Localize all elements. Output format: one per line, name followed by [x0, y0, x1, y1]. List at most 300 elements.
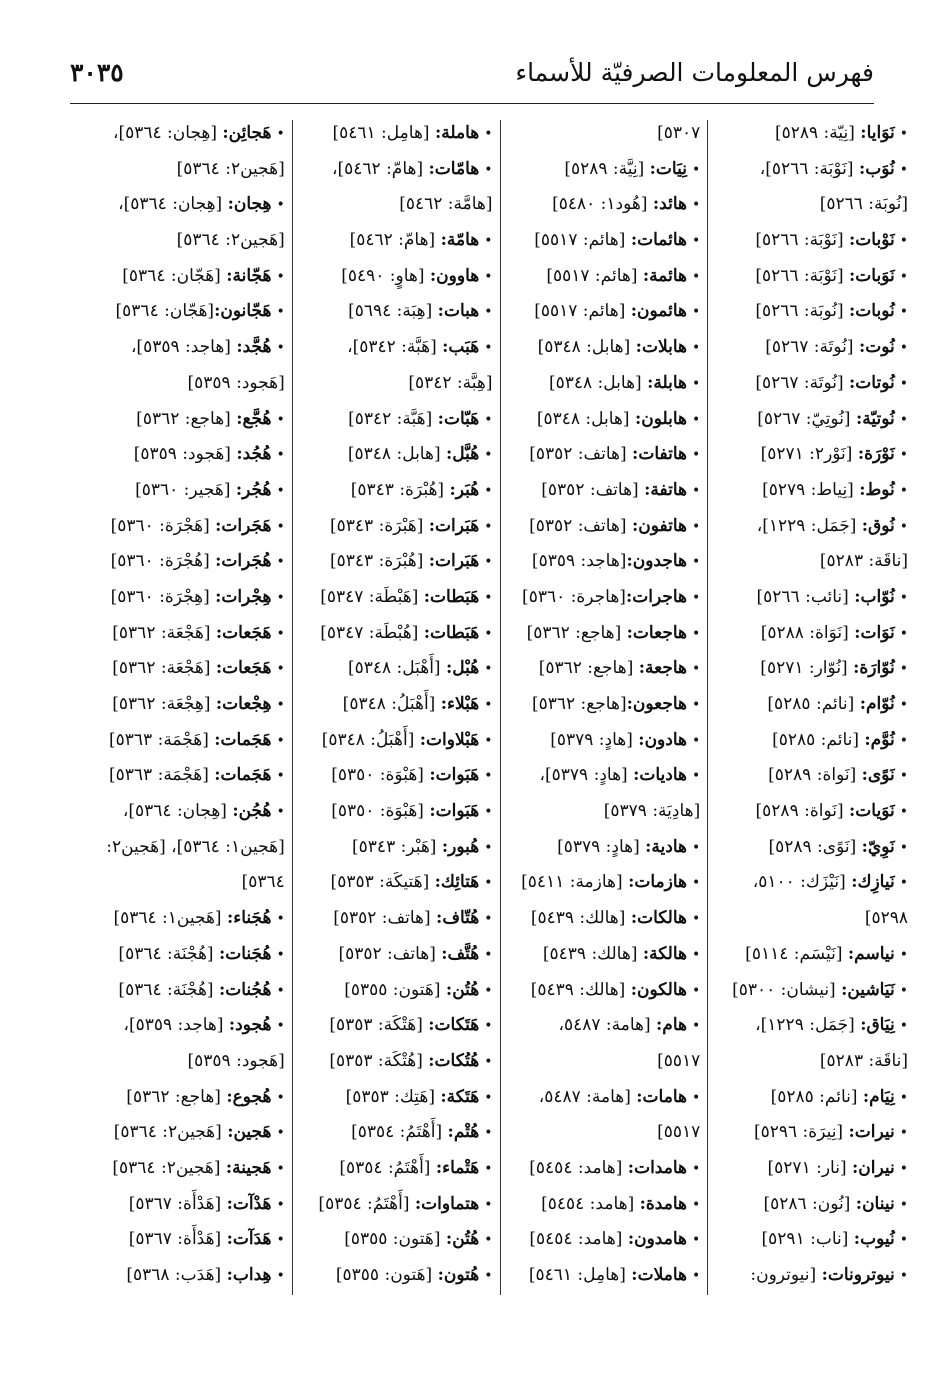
entry-reference: [هالك: ٥٤٣٩] [530, 979, 631, 1000]
entry-reference: [جَمَل: ١٢٢٩]، [755, 1015, 861, 1036]
index-entry [715, 937, 908, 973]
entry-headword: نَوَايا: [860, 123, 895, 143]
entry-headword: هابلة: [647, 372, 687, 393]
bullet-icon: • [484, 839, 493, 856]
bullet-icon: • [899, 732, 908, 749]
entry-headword: هامدون: [627, 1229, 687, 1250]
index-entry [300, 259, 493, 295]
bullet-icon: • [276, 1232, 285, 1249]
entry-headword: هَبَوات: [429, 765, 480, 786]
entry-headword: هَبَوات: [429, 801, 480, 822]
index-entry [92, 580, 285, 616]
index-entry-continuation [92, 366, 285, 402]
entry-headword: هَدْآت: [226, 1193, 272, 1214]
entry-reference: [هاجع: ٥٣٦٢] [126, 1086, 227, 1107]
entry-headword: هَدَآت: [226, 1229, 272, 1250]
entry-headword: نِيَاق: [860, 1015, 895, 1036]
entry-headword: نَيَاشين: [841, 979, 895, 1000]
bullet-icon: • [691, 197, 701, 214]
index-entry [508, 1258, 701, 1294]
entry-reference: [هَجْعَة: ٥٣٦٢] [112, 658, 216, 679]
index-entry-continuation [715, 901, 908, 937]
index-entry [508, 580, 701, 616]
entry-reference: [نيوترون: [750, 1265, 822, 1285]
entry-headword: نُوّارَة: [853, 658, 895, 679]
entry-headword: نُوّام: [859, 694, 895, 714]
index-entry [300, 1187, 493, 1223]
entry-reference: [هامد: ٥٤٥٤] [529, 1229, 628, 1250]
entry-reference: [هُبْرَة: ٥٣٤٣] [350, 479, 450, 500]
bullet-icon: • [484, 1089, 493, 1106]
entry-headword: هامّة: [440, 230, 480, 251]
entry-reference: [هَجين١: ٥٣٦٤]، [هَجين٢: [106, 836, 285, 857]
entry-headword: هامّات: [428, 158, 480, 179]
entry-reference: [هاجد: ٥٣٥٩]، [123, 1015, 229, 1036]
index-entry [300, 937, 493, 973]
bullet-icon: • [276, 268, 285, 285]
bullet-icon: • [691, 1232, 701, 1249]
entry-reference: [هِبَّة: ٥٣٤٢] [408, 372, 493, 393]
entry-reference: [جَمَل: ١٢٢٩]، [756, 515, 862, 536]
entry-reference: [هائم: ٥٥١٧] [546, 265, 643, 286]
bullet-icon: • [899, 411, 908, 428]
bullet-icon: • [484, 625, 493, 642]
bullet-icon: • [276, 447, 285, 464]
entry-headword: نيرات: [848, 1122, 895, 1143]
entry-reference: [هامة: ٥٤٨٧، [558, 1015, 657, 1036]
index-entry [508, 723, 701, 759]
index-entry [300, 473, 493, 509]
index-entry [508, 187, 701, 223]
bullet-icon: • [276, 982, 285, 999]
entry-reference: [هابل: ٥٣٤٨] [548, 372, 648, 393]
index-entry [715, 1222, 908, 1258]
entry-headword: هَجَمات: [214, 729, 272, 750]
entry-reference: ٥٣٠٧] [657, 123, 701, 143]
index-entry [92, 794, 285, 830]
bullet-icon: • [276, 661, 285, 678]
entry-reference: [نُوتَة: ٥٢٦٧] [765, 337, 859, 358]
entry-reference: [هُجْرَة: ٥٣٦٠] [110, 551, 216, 572]
entry-headword: هَتْماء: [435, 1157, 480, 1178]
bullet-icon: • [691, 375, 701, 392]
entry-headword: هاجعة: [638, 658, 687, 679]
index-entry [715, 1115, 908, 1151]
entry-reference: [نَوًى: ٥٢٨٩] [768, 836, 862, 857]
entry-headword: نُوق: [861, 515, 895, 536]
running-title: فهرس المعلومات الصرفيّة للأسماء [515, 58, 874, 87]
entry-headword: هَجائِن: [222, 123, 272, 143]
index-entry [300, 509, 493, 545]
entry-reference: [هَتون: ٥٣٥٥] [344, 1229, 446, 1250]
bullet-icon: • [899, 482, 908, 499]
entry-reference: [هاجع: ٥٣٦٢] [538, 658, 639, 679]
entry-headword: هادون: [638, 729, 687, 750]
index-entry [92, 651, 285, 687]
index-entry [300, 687, 493, 723]
index-entry [715, 1008, 908, 1044]
index-entry [300, 616, 493, 652]
entry-headword: هازمات: [628, 872, 687, 893]
entry-headword: هامات: [636, 1086, 687, 1107]
bullet-icon: • [276, 126, 285, 142]
bullet-icon: • [484, 768, 493, 785]
bullet-icon: • [276, 1018, 285, 1035]
entry-reference: [هاتف: ٥٣٥٢] [529, 515, 632, 536]
bullet-icon: • [484, 1018, 493, 1035]
bullet-icon: • [276, 304, 285, 321]
entry-reference: [هَتون: ٥٣٥٥] [335, 1265, 438, 1285]
entry-headword: نَوْبات: [849, 230, 895, 251]
entry-reference: [هَدْأَة: ٥٣٦٧] [128, 1229, 227, 1250]
entry-reference: [هَبْوَة: ٥٣٥٠] [331, 765, 430, 786]
entry-reference: [هَدْأَة: ٥٣٦٧] [128, 1193, 227, 1214]
entry-reference: [ناب: ٥٢٩١] [761, 1229, 854, 1250]
entry-reference: [هَجود: ٥٣٥٩] [187, 1050, 285, 1071]
entry-headword: هُتّاف: [436, 908, 480, 929]
entry-reference: [أَهْتَمُ: ٥٣٥٤] [351, 1122, 448, 1143]
index-entry [715, 830, 908, 866]
entry-headword: نُيوب: [853, 1229, 895, 1250]
bullet-icon: • [276, 625, 285, 642]
entry-headword: هُجَرات: [215, 551, 272, 572]
index-entry [508, 1187, 701, 1223]
entry-headword: هاتفون: [631, 515, 687, 536]
index-column-3 [293, 116, 500, 1296]
index-entry [715, 687, 908, 723]
entry-reference: [هَبْطَة: ٥٣٤٧] [320, 586, 424, 607]
bullet-icon: • [899, 126, 908, 142]
bullet-icon: • [276, 518, 285, 535]
bullet-icon: • [484, 447, 493, 464]
index-entry [715, 259, 908, 295]
entry-headword: هابلات: [635, 337, 687, 358]
bullet-icon: • [899, 982, 908, 999]
bullet-icon: • [691, 589, 701, 606]
bullet-icon: • [484, 518, 493, 535]
entry-reference: [هاتف: ٥٣٥٢] [338, 943, 442, 964]
entry-reference: [نُوبَة: ٥٢٦٦] [819, 194, 908, 215]
entry-reference: [هُبْطَة: ٥٣٤٧] [320, 622, 424, 643]
entry-headword: هِجْعات: [215, 694, 272, 714]
bullet-icon: • [691, 1018, 701, 1035]
bullet-icon: • [899, 661, 908, 678]
entry-reference: [هَجّان: ٥٣٦٤] [122, 265, 227, 286]
index-entry [92, 616, 285, 652]
entry-headword: هَجين: [227, 1122, 272, 1143]
entry-headword: هُجَناء: [226, 908, 272, 929]
index-entry [508, 259, 701, 295]
entry-reference: [هامّ: ٥٤٦٢] [349, 230, 441, 251]
entry-headword: هِداب: [226, 1265, 272, 1285]
bullet-icon: • [691, 411, 701, 428]
index-entry-continuation [92, 865, 285, 901]
index-entry [300, 1008, 493, 1044]
bullet-icon: • [484, 732, 493, 749]
entry-headword: نِيَام: [862, 1086, 895, 1107]
index-entry [715, 1080, 908, 1116]
bullet-icon: • [484, 340, 493, 357]
entry-reference: [هَجود: ٥٣٥٩] [187, 372, 285, 393]
entry-headword: هَبّات: [437, 408, 480, 429]
bullet-icon: • [899, 804, 908, 821]
bullet-icon: • [691, 447, 701, 464]
entry-headword: هَجَمات: [214, 765, 272, 786]
bullet-icon: • [484, 982, 493, 999]
entry-reference: [نائم: ٥٢٨٥] [772, 729, 865, 750]
index-entry [92, 901, 285, 937]
bullet-icon: • [484, 697, 493, 713]
entry-headword: هَجّانون: [214, 301, 272, 322]
index-entry [300, 865, 493, 901]
entry-headword: نُوتيّة: [855, 408, 895, 429]
index-entry [508, 152, 701, 188]
entry-headword: هُجُنات: [218, 979, 272, 1000]
index-entry [508, 366, 701, 402]
entry-reference: [هالك: ٥٤٣٩] [542, 943, 643, 964]
entry-reference: [هاتف: ٥٣٥٢] [529, 444, 633, 465]
entry-reference: [نَيْسَم: ٥١١٤] [745, 943, 848, 964]
entry-headword: هُتون: [437, 1265, 480, 1285]
entry-reference: [هَبْوَة: ٥٣٥٠] [331, 801, 430, 822]
entry-headword: نياسم: [847, 943, 895, 964]
entry-headword: هاملة: [434, 123, 480, 143]
index-entry [715, 1258, 908, 1294]
entry-reference: [هامّ: ٥٤٦٢]، [332, 158, 429, 179]
index-entry [508, 544, 701, 580]
entry-reference: [هَجين٢: ٥٣٦٤] [113, 1122, 228, 1143]
bullet-icon: • [691, 340, 701, 357]
index-entry [300, 1222, 493, 1258]
entry-headword: هالكات: [630, 908, 687, 929]
entry-headword: هَتَكة: [440, 1086, 480, 1107]
entry-headword: هِجان: [227, 194, 272, 215]
entry-reference: [أَهْبَلُ: ٥٣٤٨] [321, 729, 420, 750]
entry-reference: [هادٍ: ٥٣٧٩] [557, 836, 646, 857]
bullet-icon: • [691, 518, 701, 535]
entry-headword: نَوًى: [861, 765, 895, 786]
index-entry [715, 330, 908, 366]
index-entry [508, 865, 701, 901]
bullet-icon: • [899, 768, 908, 785]
bullet-icon: • [276, 1196, 285, 1213]
entry-headword: نيوترونات: [821, 1265, 895, 1285]
entry-headword: هالكون: [630, 979, 687, 1000]
entry-headword: هُتَّف: [441, 943, 480, 964]
entry-headword: هُبَّل: [445, 444, 480, 465]
entry-reference: [نَوْبَة: ٥٢٦٦] [755, 265, 850, 286]
index-entry [715, 294, 908, 330]
bullet-icon: • [899, 518, 908, 535]
entry-headword: هُجُد: [236, 444, 272, 465]
index-entry [508, 937, 701, 973]
entry-reference: ٥٣٦٤] [241, 872, 285, 893]
index-entry [300, 330, 493, 366]
entry-reference: [أَهْبَلُ: ٥٣٤٨] [342, 694, 441, 714]
bullet-icon: • [899, 946, 908, 963]
entry-headword: هاجرات: [625, 586, 687, 607]
entry-reference: [هَتيكَة: ٥٣٥٣] [330, 872, 435, 893]
entry-reference: [هابل: ٥٣٤٨] [347, 444, 446, 465]
bullet-icon: • [899, 1268, 908, 1284]
index-entry [715, 723, 908, 759]
index-entry-continuation [300, 366, 493, 402]
index-entry [92, 1151, 285, 1187]
bullet-icon: • [276, 411, 285, 428]
index-entry [92, 437, 285, 473]
entry-reference: [هاتف: ٥٣٥٢] [333, 908, 437, 929]
entry-reference: [هادٍ: ٥٣٧٩]، [539, 765, 634, 786]
index-entry [92, 1080, 285, 1116]
index-entry [300, 116, 493, 152]
index-column-4 [85, 116, 292, 1296]
entry-headword: هتماوات: [414, 1193, 480, 1214]
entry-reference: [هاجع: ٥٣٦٢] [531, 694, 627, 714]
index-entry [508, 1151, 701, 1187]
bullet-icon: • [899, 1125, 908, 1142]
index-entry-continuation [92, 152, 285, 188]
entry-headword: هَبَطات: [423, 622, 480, 643]
index-entry [92, 402, 285, 438]
index-entry [508, 1080, 701, 1116]
entry-headword: هائمات: [630, 230, 687, 251]
entry-reference: [هائم: ٥٥١٧] [534, 230, 631, 251]
bullet-icon: • [691, 946, 701, 963]
entry-reference: [هَتِك: ٥٣٥٣] [345, 1086, 441, 1107]
entry-headword: هَبْلاء: [440, 694, 480, 714]
index-entry [508, 509, 701, 545]
bullet-icon: • [899, 839, 908, 856]
entry-reference: [هِجان: ٥٣٦٤]، [122, 801, 233, 822]
bullet-icon: • [276, 197, 285, 214]
bullet-icon: • [691, 482, 701, 499]
bullet-icon: • [899, 1196, 908, 1213]
entry-reference: [هابل: ٥٣٤٨] [537, 337, 636, 358]
index-column-2 [501, 116, 708, 1296]
entry-headword: هَجَعات: [215, 622, 272, 643]
bullet-icon: • [691, 732, 701, 749]
bullet-icon: • [484, 911, 493, 928]
entry-headword: هائد: [652, 194, 687, 215]
bullet-icon: • [484, 411, 493, 428]
bullet-icon: • [691, 768, 701, 785]
bullet-icon: • [276, 554, 285, 571]
entry-reference: [هَجود: ٥٣٥٩] [133, 444, 237, 465]
entry-reference: [هَبْرَة: ٥٣٤٣] [330, 515, 429, 536]
entry-headword: هَتَكات: [428, 1015, 480, 1036]
index-entry [715, 223, 908, 259]
bullet-icon: • [899, 625, 908, 642]
index-entry [508, 901, 701, 937]
index-entry [715, 794, 908, 830]
entry-reference: ٥٥١٧] [657, 1122, 701, 1143]
entry-headword: هُجَّع: [236, 408, 272, 429]
index-entry-continuation [92, 1044, 285, 1080]
entry-reference: [نُوتَة: ٥٢٦٧] [755, 372, 850, 393]
entry-reference: [هَجْعَة: ٥٣٦٢] [112, 622, 216, 643]
entry-reference: [هَجين٢: ٥٣٦٤] [176, 158, 285, 179]
index-entry [92, 1258, 285, 1294]
entry-reference: [هامَّة: ٥٤٦٢] [399, 194, 493, 215]
page-number: ٣٠٣٥ [70, 58, 124, 87]
index-entry-continuation [508, 1044, 701, 1080]
index-entry [92, 509, 285, 545]
bullet-icon: • [484, 1160, 493, 1177]
entry-headword: هاملات: [631, 1265, 687, 1285]
bullet-icon: • [276, 1125, 285, 1142]
index-entry [92, 758, 285, 794]
entry-reference: [هامد: ٥٤٥٤] [541, 1193, 640, 1214]
bullet-icon: • [484, 946, 493, 963]
entry-reference: [هُود١: ٥٤٨٠] [552, 194, 653, 215]
bullet-icon: • [899, 1160, 908, 1177]
bullet-icon: • [691, 1160, 701, 1177]
bullet-icon: • [484, 1125, 493, 1142]
bullet-icon: • [899, 1018, 908, 1035]
entry-reference: [هِجْعَة: ٥٣٦٢] [112, 694, 216, 714]
index-entry [715, 116, 908, 152]
entry-headword: نَيازِك: [851, 872, 895, 893]
index-entry [92, 1008, 285, 1044]
entry-reference: [هادِيَة: ٥٣٧٩] [603, 801, 701, 822]
bullet-icon: • [276, 732, 285, 749]
entry-reference: [هَجْمَة: ٥٣٦٣] [109, 729, 215, 750]
bullet-icon: • [276, 946, 285, 963]
bullet-icon: • [484, 304, 493, 321]
index-entry [92, 330, 285, 366]
bullet-icon: • [899, 161, 908, 178]
entry-headword: هام: [656, 1015, 687, 1036]
bullet-icon: • [899, 1089, 908, 1106]
entry-reference: [هَجْرَة: ٥٣٦٠] [110, 515, 216, 536]
index-entry [508, 973, 701, 1009]
entry-reference: [نِيرَة: ٥٢٩٦] [753, 1122, 849, 1143]
entry-headword: هبات: [437, 301, 480, 322]
entry-reference: [هِجان: ٥٣٦٤]، [118, 194, 228, 215]
bullet-icon: • [484, 1232, 493, 1249]
index-entry [92, 187, 285, 223]
index-entry [300, 1258, 493, 1294]
index-entry [92, 473, 285, 509]
entry-reference: [نائم: ٥٢٨٥] [770, 1086, 863, 1107]
entry-reference: [هاجد: ٥٣٥٩]، [130, 337, 237, 358]
index-entry [300, 794, 493, 830]
entry-reference: [هاجع: ٥٣٦٢] [526, 622, 627, 643]
bullet-icon: • [691, 697, 701, 713]
index-entry [92, 259, 285, 295]
bullet-icon: • [484, 161, 493, 178]
entry-reference: [نائب: ٥٢٦٦] [756, 586, 855, 607]
bullet-icon: • [484, 1053, 493, 1070]
entry-reference: [نائم: ٥٢٨٥] [767, 694, 860, 714]
index-entry-continuation [508, 1115, 701, 1151]
bullet-icon: • [691, 839, 701, 856]
entry-headword: هُبَر: [449, 479, 480, 500]
entry-reference: [هاتف: ٥٣٥٢] [541, 479, 645, 500]
index-entry [92, 973, 285, 1009]
index-entry [715, 402, 908, 438]
entry-reference: [هامد: ٥٤٥٤] [529, 1157, 628, 1178]
entry-reference: [هاجع: ٥٣٦٢] [136, 408, 237, 429]
entry-headword: هَجّانة: [226, 265, 272, 286]
bullet-icon: • [691, 625, 701, 642]
index-column-1 [708, 116, 915, 1296]
bullet-icon: • [899, 447, 908, 464]
bullet-icon: • [899, 875, 908, 892]
header-rule [70, 103, 874, 104]
entry-headword: هُتُكات: [428, 1050, 480, 1071]
index-entry [300, 580, 493, 616]
